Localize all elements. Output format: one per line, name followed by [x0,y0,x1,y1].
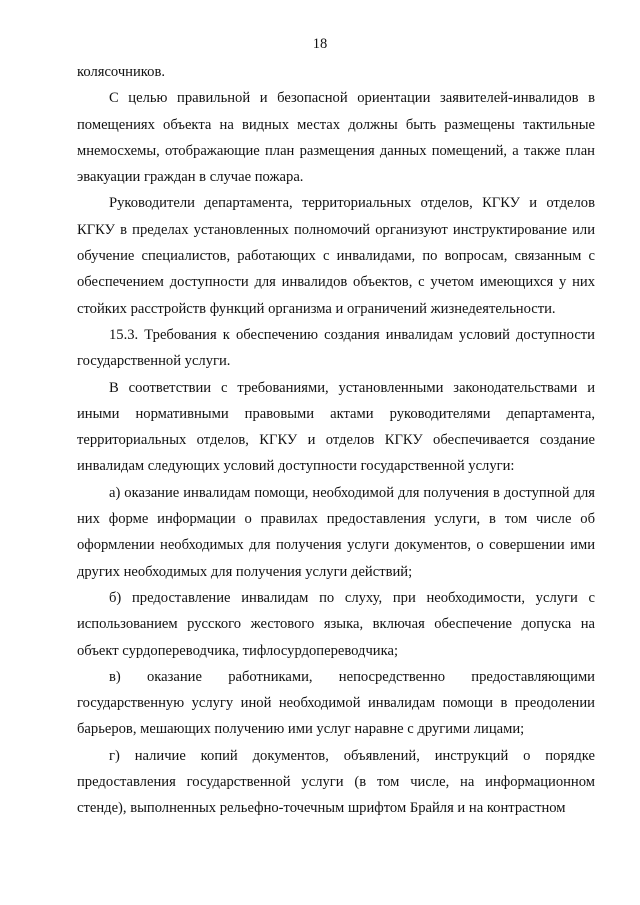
list-item-a: а) оказание инвалидам помощи, необходимой для получения в доступной для них форме информации о правилах предоставления услуги, в том числе об оформлении необходимых для получения услуги документов, о совершении ими других необходимых для получения услуги действий; [77,484,595,580]
paragraph-continuation: колясочников. [77,64,165,80]
paragraph-accessibility-conditions: В соответствии с требованиями, установленными законодательствами и иными нормативными правовыми актами руководителями департамента, территориальных отделов, КГКУ и отделов КГКУ обеспечивается создание инвалидам следующих условий доступности государственной услуги: [77,379,595,475]
section-heading-15-3: 15.3. Требования к обеспечению создания инвалидам условий доступности государственной услуги. [77,326,595,370]
paragraph-orientation-mnemonic: С целью правильной и безопасной ориентации заявителей-инвалидов в помещениях объекта на видных местах должны быть размещены тактильные мнемосхемы, отображающие план размещения данных помещений, а также план эвакуации граждан в случае пожара. [77,90,595,186]
page-number: 18 [312,36,328,52]
list-item-g: г) наличие копий документов, объявлений, инструкций о порядке предоставления государственной услуги (в том числе, на информационном стенде), выполненных рельефно-точечным шрифтом Брайля и на контрастном [77,747,595,817]
document-body [77,59,595,822]
list-item-b: б) предоставление инвалидам по слуху, при необходимости, услуги с использованием русского жестового языка, включая обеспечение допуска на объект сурдопереводчика, тифлосурдопереводчика; [77,589,595,659]
list-item-v: в) оказание работниками, непосредственно предоставляющими государственную услугу иной необходимой инвалидам помощи в преодолении барьеров, мешающих получению ими услуг наравне с другими лицами; [77,668,595,738]
paragraph-staff-instruction: Руководители департамента, территориальных отделов, КГКУ и отделов КГКУ в пределах установленных полномочий организуют инструктирование или обучение специалистов, работающих с инвалидами, по вопросам, связанным с обеспечением доступности для инвалидов объектов, с учетом имеющихся у них стойких расстройств функций организма и ограничений жизнедеятельности. [77,195,595,317]
